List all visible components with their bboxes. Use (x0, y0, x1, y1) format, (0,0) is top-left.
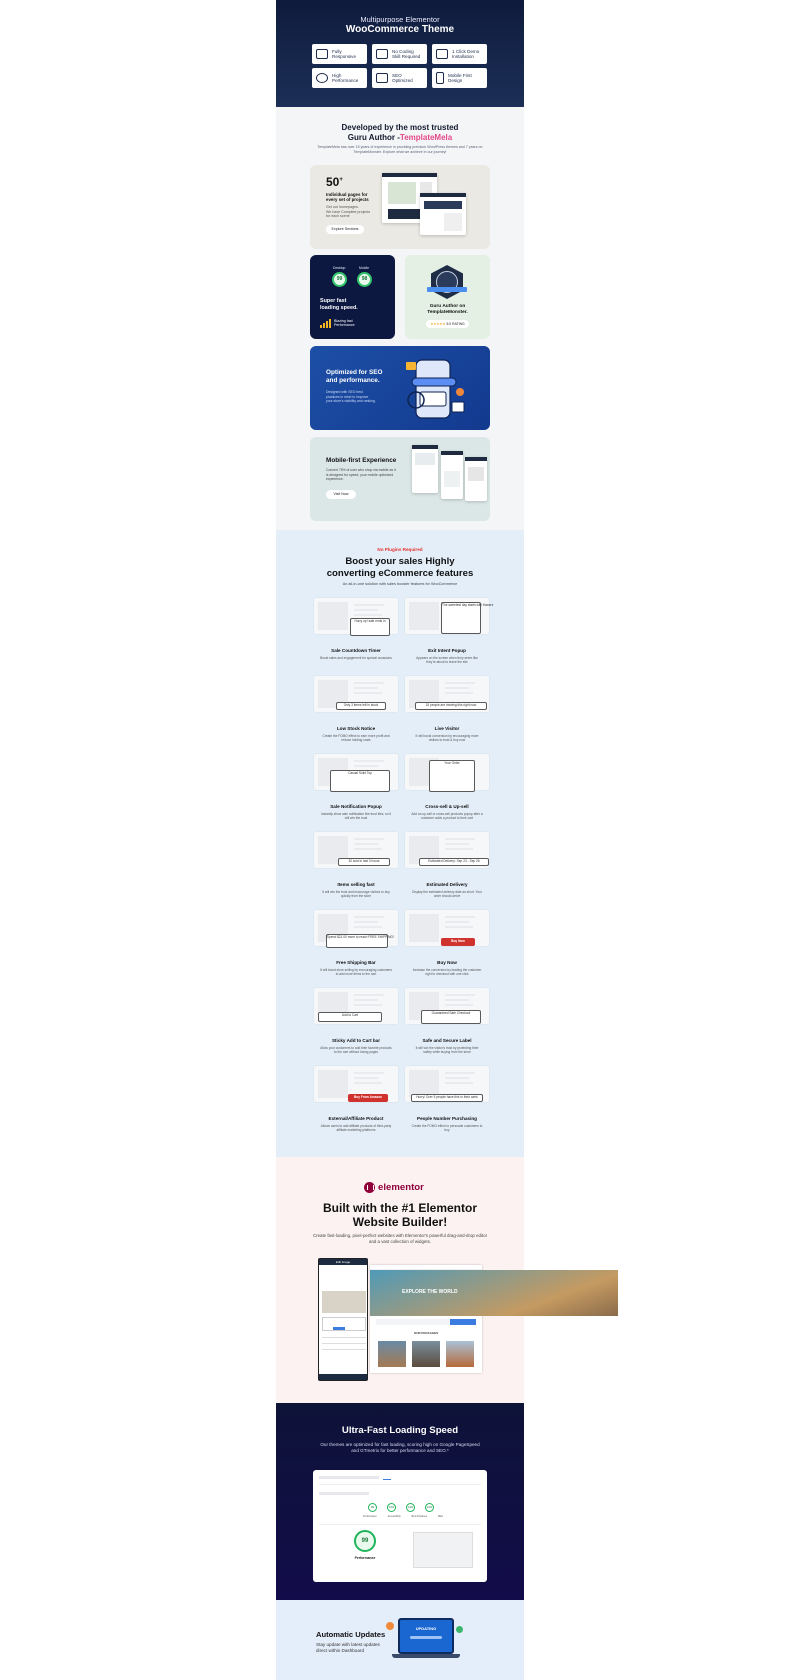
feature-label: SEO Optimized (392, 72, 413, 83)
phone-mockup-1 (412, 445, 438, 493)
responsive-icon (316, 49, 328, 59)
pages-count-number: 50 (326, 175, 340, 189)
feature-description: Display the estimated delivery date as short. Your order should arrive (412, 890, 482, 899)
feature-popup: Buy From Amazon (348, 1094, 388, 1102)
editor-button[interactable] (333, 1327, 345, 1330)
editor-image-preview (322, 1291, 366, 1313)
feature-description: Allows users to add affiliate products of third-party affiliate marketing platforms (320, 1124, 392, 1133)
guru-card-title: Guru Author on TemplateMonster. (427, 304, 468, 315)
feature-popup: Estimated Delivery: Sep 23 - Sep 26 (419, 858, 489, 866)
rocket-icon (376, 73, 388, 83)
rating-label: 5.0 RATING (446, 322, 465, 326)
feature-seo (372, 68, 427, 88)
elementor-logo (364, 1182, 424, 1193)
update-progress (410, 1636, 442, 1639)
developed-title-line1: Developed by the most trusted (341, 123, 459, 132)
feature-title: Low Stock Notice (336, 726, 376, 731)
click-icon (436, 49, 448, 59)
score-label: SEO (437, 1515, 443, 1518)
feature-description: It will win the visitor's trust by protecting their safety while buying from the store (415, 1046, 479, 1055)
mobile-card-description: Convert 75% of user who shop via mobile as it is designed for speed, your mobile optimized experience. (326, 468, 396, 482)
feature-description: Boost sales and engagement for special occasions (320, 656, 392, 660)
updates-title: Automatic Updates (316, 1630, 386, 1639)
seo-card-description: Designed with SEO best practices in mind to improve your store's visibility and ranking. (326, 390, 376, 404)
feature-title: Safe and Secure Label (422, 1038, 472, 1043)
developed-title (276, 123, 524, 143)
feature-label: High Performance (332, 72, 359, 83)
feature-title: Cross-sell & Up-sell (425, 804, 469, 809)
feature-description: Appears on the screen when they seem like they're about to leave the site (416, 656, 478, 665)
feature-popup: Guaranteed Safe Checkout (421, 1010, 481, 1024)
developed-section (276, 107, 524, 530)
feature-title: People Number Purchasing (417, 1116, 477, 1121)
feature-title: Items selling fast (337, 882, 375, 887)
package-image (378, 1341, 406, 1367)
score-circle-best-practices: 100 (406, 1503, 415, 1512)
seo-card (310, 346, 490, 430)
performance-gauge: 99 (354, 1530, 376, 1552)
tab-mobile[interactable] (383, 1474, 391, 1480)
tab-desktop[interactable] (395, 1474, 405, 1480)
guru-author-card (405, 255, 490, 339)
feature-title: Estimated Delivery (426, 882, 468, 887)
feature-label: No Coding Skill Required (392, 48, 421, 59)
elementor-editor-panel (318, 1258, 368, 1381)
mobile-first-card (310, 437, 490, 521)
elementor-title: Built with the #1 Elementor Website Builder! (322, 1201, 478, 1230)
hero-section (276, 0, 524, 107)
feature-title: Sticky Add to Cart bar (331, 1038, 381, 1043)
elementor-wordmark: elementor (378, 1182, 424, 1193)
updates-description: Stay update with latest updates direct within Dashboard (316, 1642, 380, 1654)
feature-description: It will win the trust and encourage visitors to buy quickly from the store (322, 890, 390, 899)
feature-mobile-first (432, 68, 487, 88)
feature-label: Fully Responsive (332, 48, 357, 59)
laptop-base (392, 1654, 460, 1658)
performance-label: Performance (354, 1556, 376, 1560)
feature-description: Create the FOMO effect to earn more profit and reduce holding costs (322, 734, 390, 743)
feature-title: Sale Countdown Timer (331, 648, 381, 653)
updating-label: UPDATING (415, 1626, 437, 1631)
pages-count (326, 175, 343, 189)
feature-description: Increase the conversion by leading the customer right to checkout with one click (412, 968, 482, 977)
score-circle-accessibility: 100 (387, 1503, 396, 1512)
score-labels (363, 1515, 443, 1518)
package-image (412, 1341, 440, 1367)
feature-description: Allow your customers to add their favorite products to the cart without losing pages (320, 1046, 392, 1055)
product-image-placeholder (409, 602, 439, 630)
site-hero-title: EXPLORE THE WORLD (402, 1289, 458, 1295)
sales-booster-section (276, 530, 524, 1157)
laptop-illustration (398, 1618, 454, 1654)
feature-popup: 15 people are viewing this right now (415, 702, 487, 710)
feature-description: It will boost store selling by encouraging customers to add more items to the cart (320, 968, 392, 977)
feature-popup: Your Order (429, 760, 475, 792)
seo-illustration (402, 356, 472, 422)
pages-card-title: Individual pages for every set of projects (326, 192, 369, 203)
check-icon (456, 1626, 463, 1633)
mobile-label: Mobile (359, 266, 369, 270)
feature-popup: Hurry up! sale ends in (350, 618, 390, 636)
feature-title: Live Visitor (434, 726, 460, 731)
site-hero (370, 1270, 618, 1316)
pages-count-plus: + (339, 177, 343, 183)
elementor-icon (364, 1182, 375, 1193)
code-icon (376, 49, 388, 59)
editor-panel-label: Edit Image (335, 1260, 351, 1264)
visit-now-button[interactable]: Visit Now (326, 490, 356, 499)
landing-page (276, 0, 524, 1680)
seo-card-title: Optimized for SEO and performance. (326, 369, 383, 384)
site-packages-title: OUR PACKAGES (413, 1331, 439, 1335)
product-image-placeholder (318, 602, 348, 630)
feature-popup: 30 sold in last 3 hours (338, 858, 390, 866)
feature-no-coding (372, 44, 427, 64)
mobile-score-gauge: 98 (357, 272, 372, 287)
feature-popup: Spend $21.00 more to reach FREE SHIPPING! (326, 934, 388, 948)
feature-description: It will boost conversion by encouraging more visitors to trust & buy now (415, 734, 479, 743)
hero-subtitle: Multipurpose Elementor (360, 15, 440, 24)
score-label: Performance (363, 1515, 377, 1518)
brand-name: TemplateMela (399, 133, 453, 142)
score-circle-performance: 99 (368, 1503, 377, 1512)
pagespeed-screenshot (313, 1470, 487, 1582)
feature-title: Sale Notification Popup (330, 804, 382, 809)
feature-description: Instantly show sale notification like trust tiles, so it will win the trust (321, 812, 391, 821)
elementor-section (276, 1157, 524, 1403)
desktop-label: Desktop (333, 266, 346, 270)
speed-section (276, 1403, 524, 1600)
page-thumbnail (413, 1532, 473, 1568)
star-icon: ★★★★★ (430, 322, 446, 326)
hero-title: WooCommerce Theme (345, 24, 455, 35)
developed-title-prefix: Guru Author - (347, 133, 400, 142)
explore-sections-button[interactable]: Explore Sections (326, 225, 364, 234)
speed-card (310, 255, 395, 339)
website-preview (370, 1265, 482, 1373)
gear-icon (386, 1622, 394, 1630)
product-image-placeholder (318, 1070, 348, 1098)
feature-title: Free Shipping Bar (336, 960, 376, 965)
speed-card-note: Blazing fast Performance (334, 319, 355, 328)
product-page-mockup (420, 193, 466, 235)
guru-ribbon (427, 287, 467, 292)
feature-title: Exit Intent Popup (428, 648, 466, 653)
updates-section (276, 1600, 524, 1680)
boost-kicker: No Plugins Required (377, 547, 423, 552)
developed-description: TemplateMela has over 15 years of experience in providing premium WordPress themes and 7 years on TemplateMonster. Explore what we achieve in our journey! (317, 145, 483, 154)
feature-popup: Only 3 items left in stock (336, 702, 386, 710)
feature-description: Add an up-sell or cross-sell products popup after a customer adds a product to their cart (411, 812, 483, 821)
feature-popup: Add to Cart (318, 1012, 382, 1022)
feature-responsive (312, 44, 367, 64)
rating-pill (426, 320, 469, 328)
site-search-button[interactable] (450, 1319, 476, 1325)
pages-card-description: Get our homepages. We have Complete projects for each scene (326, 205, 371, 219)
elementor-description: Create fast-loading, pixel-perfect websites with Elementor's powerful drag-and-drop editor and a vast collection of widgets. (312, 1233, 488, 1244)
package-image (446, 1341, 474, 1367)
phone-mockup-3 (465, 457, 487, 501)
feature-performance (312, 68, 367, 88)
feature-popup: Buy Now (441, 938, 475, 946)
feature-description: Create the FOMO effect to persuade customers to buy (411, 1124, 483, 1133)
score-circle-seo: 100 (425, 1503, 434, 1512)
desktop-score-gauge: 99 (332, 272, 347, 287)
speed-description: Our themes are optimized for fast loading, scoring high on Google PageSpeed and GTmetrix for better performance and SEO.* (320, 1442, 480, 1454)
mobile-card-title: Mobile-first Experience (326, 457, 397, 464)
map-illustration (388, 182, 416, 204)
phone-mockup-2 (441, 451, 463, 499)
boost-title: Boost your sales Highly converting eCommerce features (326, 556, 474, 579)
feature-popup: The sweetest day starts with flowers (441, 602, 481, 634)
pages-card (310, 165, 490, 249)
boost-description: An all-in-one solution with sales booster features for WooCommerce (342, 582, 458, 586)
product-image-placeholder (409, 914, 439, 942)
feature-popup: Hurry! Over 5 people have this in their carts (411, 1094, 483, 1102)
feature-demo-install (432, 44, 487, 64)
bar-chart-icon (320, 319, 330, 328)
speed-icon (316, 73, 328, 83)
score-label: Best Practices (411, 1515, 427, 1518)
feature-label: Mobile First Design (448, 72, 472, 83)
mobile-icon (436, 72, 444, 84)
score-label: Accessibility (387, 1515, 401, 1518)
feature-title: External/Affiliate Product (328, 1116, 384, 1121)
feature-label: 1 Click Demo Installation (452, 48, 480, 59)
speed-title: Ultra-Fast Loading Speed (341, 1425, 459, 1436)
feature-title: Buy Now (437, 960, 457, 965)
speed-card-title: Super fast loading speed. (320, 298, 358, 311)
feature-popup: Casual Solid Top (330, 770, 390, 792)
